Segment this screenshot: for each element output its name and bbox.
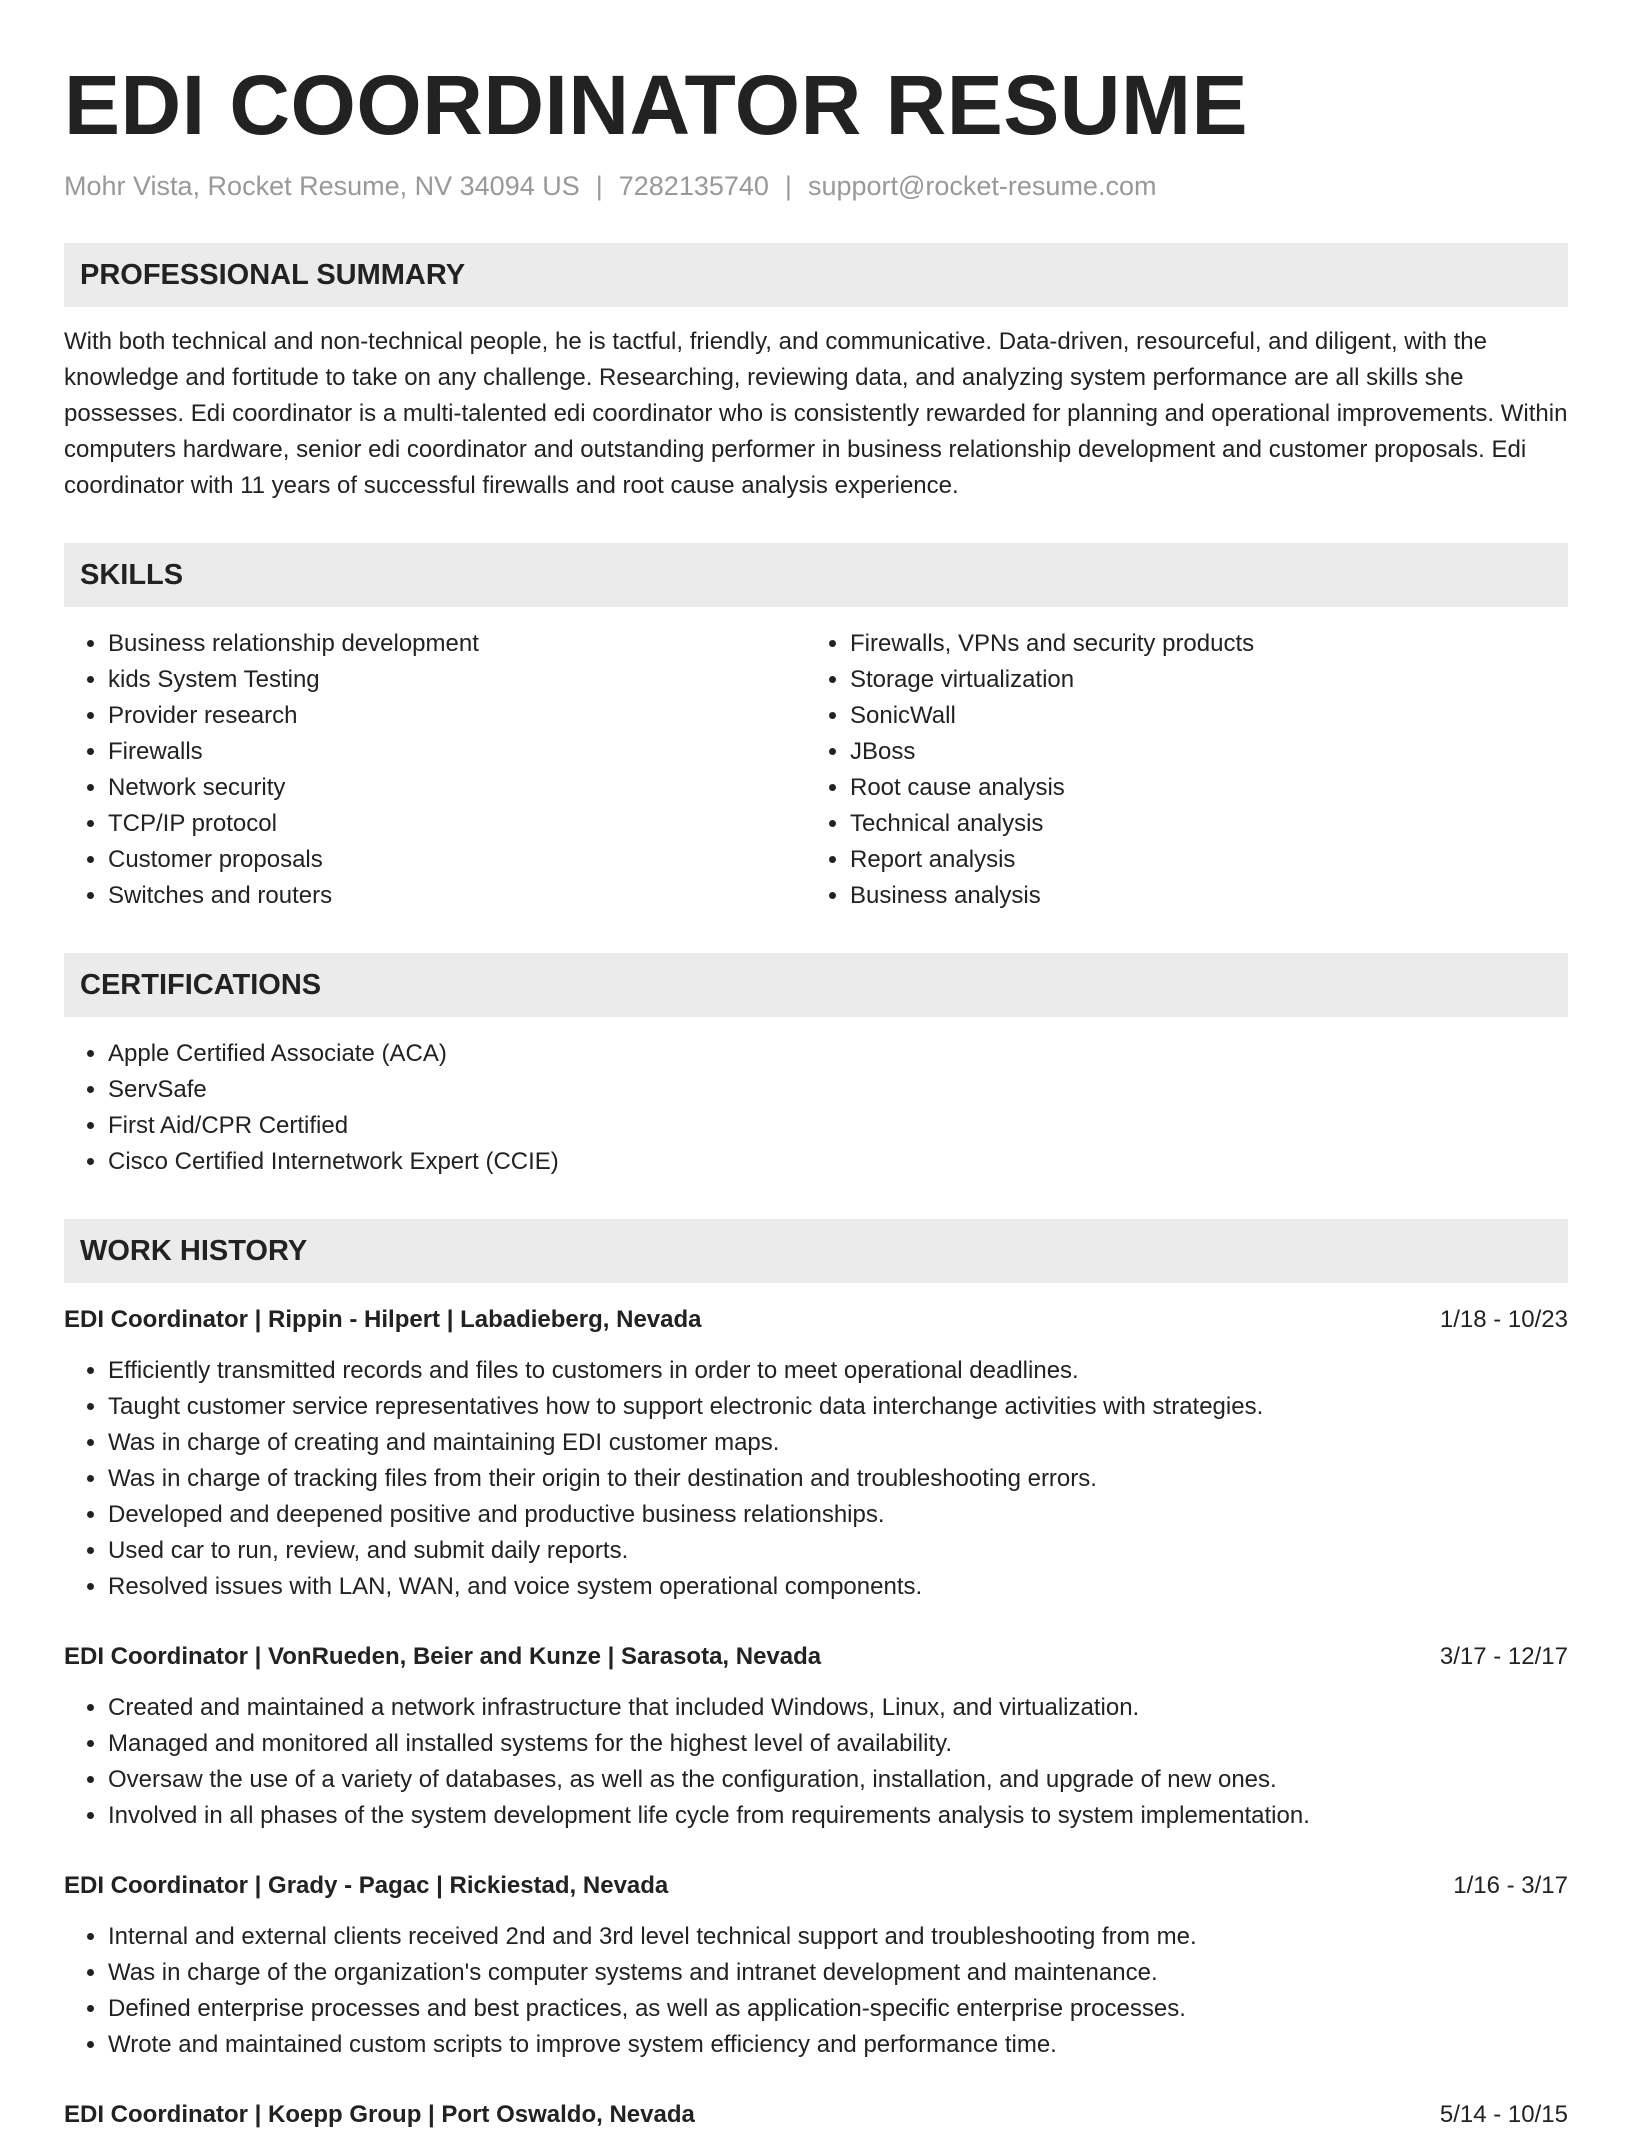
job-bullet: • Efficiently transmitted records and files to customers in order to meet operational deadlines. — [108, 1353, 1568, 1389]
resume-title: EDI COORDINATOR RESUME — [64, 58, 1248, 152]
skills-grid — [64, 607, 1568, 914]
resume-page — [64, 0, 1568, 2133]
certification-item: • ServSafe — [108, 1072, 1568, 1108]
job-bullet: • Created and maintained a network infrastructure that included Windows, Linux, and virtualization. — [108, 1690, 1568, 1726]
skill-item: • TCP/IP protocol — [108, 806, 806, 842]
skill-item: • Provider research — [108, 698, 806, 734]
section-heading: CERTIFICATIONS — [80, 968, 322, 1001]
certification-item: • Apple Certified Associate (ACA) — [108, 1036, 1568, 1072]
contact-separator: | — [595, 171, 603, 201]
certifications-list — [64, 1036, 1568, 1180]
job-header — [64, 1868, 1568, 1904]
job-bullet: • Oversaw the use of a variety of databases, as well as the configuration, installation, and upgrade of new ones. — [108, 1762, 1568, 1798]
job-bullet: • Internal and external clients received 2nd and 3rd level technical support and troubleshooting from me. — [108, 1919, 1568, 1955]
certification-item: • First Aid/CPR Certified — [108, 1108, 1568, 1144]
job-bullet: • Involved in all phases of the system development life cycle from requirements analysis to system implementation. — [108, 1798, 1568, 1834]
job-bullet: • Resolved issues with LAN, WAN, and voice system operational components. — [108, 1569, 1568, 1605]
job-bullet: • Was in charge of the organization's computer systems and intranet development and maintenance. — [108, 1955, 1568, 1991]
contact-line — [64, 168, 1568, 204]
phone-text: 7282135740 — [618, 171, 769, 201]
skill-item: • Technical analysis — [850, 806, 1548, 842]
job-header — [64, 1639, 1568, 1675]
job-bullet: • Defined enterprise processes and best practices, as well as application-specific enterprise processes. — [108, 1991, 1568, 2027]
skill-item: • SonicWall — [850, 698, 1548, 734]
job-bullets — [64, 1353, 1568, 1605]
skill-item: • Storage virtualization — [850, 662, 1548, 698]
job-dates: 1/18 - 10/23 — [1439, 1306, 1568, 1333]
job-entry — [64, 1302, 1568, 1605]
job-bullet: • Developed and deepened positive and productive business relationships. — [108, 1497, 1568, 1533]
skill-item: • Business analysis — [850, 878, 1548, 914]
skills-list-left — [64, 626, 806, 914]
job-title: EDI Coordinator | VonRueden, Beier and Kunze | Sarasota, Nevada — [64, 1643, 822, 1670]
section-header-work-history — [64, 1219, 1568, 1283]
job-bullets — [64, 1690, 1568, 1834]
section-heading: PROFESSIONAL SUMMARY — [80, 258, 466, 291]
job-header — [64, 1302, 1568, 1338]
job-bullet: • Wrote and maintained custom scripts to improve system efficiency and performance time. — [108, 2027, 1568, 2063]
section-heading: WORK HISTORY — [80, 1234, 308, 1267]
section-header-summary — [64, 243, 1568, 307]
job-entry — [64, 1639, 1568, 1834]
skills-list-right — [806, 626, 1548, 914]
skill-item: • Business relationship development — [108, 626, 806, 662]
skill-item: • kids System Testing — [108, 662, 806, 698]
email-link[interactable]: support@rocket-resume.com — [807, 171, 1157, 201]
skill-item: • JBoss — [850, 734, 1548, 770]
skill-item: • Network security — [108, 770, 806, 806]
job-title: EDI Coordinator | Rippin - Hilpert | Labadieberg, Nevada — [64, 1306, 702, 1333]
job-bullet: • Was in charge of tracking files from their origin to their destination and troubleshooting errors. — [108, 1461, 1568, 1497]
job-entry — [64, 1868, 1568, 2063]
job-entry — [64, 2097, 1568, 2133]
job-bullets — [64, 1919, 1568, 2063]
summary-paragraph: With both technical and non-technical people, he is tactful, friendly, and communicative. Data-driven, resourceful, and diligent, with the knowledge and fortitude to take on any challenge. Researching, reviewing data, and analyzing system performance are all skills she possesses. Edi coordinator is a multi-talented edi coordinator who is consistently rewarded for planning and operational improvements. Within computers hardware, senior edi coordinator and outstanding performer in business relationship development and customer proposals. Edi coordinator with 11 years of successful firewalls and root cause analysis experience. — [64, 328, 1568, 499]
skill-item: • Customer proposals — [108, 842, 806, 878]
job-title: EDI Coordinator | Koepp Group | Port Oswaldo, Nevada — [64, 2101, 695, 2128]
job-bullet: • Was in charge of creating and maintaining EDI customer maps. — [108, 1425, 1568, 1461]
skill-item: • Firewalls, VPNs and security products — [850, 626, 1548, 662]
section-heading: SKILLS — [80, 558, 184, 591]
job-dates: 3/17 - 12/17 — [1439, 1643, 1568, 1670]
job-bullet: • Taught customer service representatives how to support electronic data interchange activities with strategies. — [108, 1389, 1568, 1425]
job-dates: 5/14 - 10/15 — [1439, 2101, 1568, 2128]
skill-item: • Report analysis — [850, 842, 1548, 878]
contact-separator: | — [784, 171, 792, 201]
job-header — [64, 2097, 1568, 2133]
section-header-certifications — [64, 953, 1568, 1017]
skill-item: • Switches and routers — [108, 878, 806, 914]
job-title: EDI Coordinator | Grady - Pagac | Rickiestad, Nevada — [64, 1872, 669, 1899]
certification-item: • Cisco Certified Internetwork Expert (CCIE) — [108, 1144, 1568, 1180]
job-dates: 1/16 - 3/17 — [1453, 1872, 1568, 1899]
section-header-skills — [64, 543, 1568, 607]
job-bullet: • Used car to run, review, and submit daily reports. — [108, 1533, 1568, 1569]
address-text: Mohr Vista, Rocket Resume, NV 34094 US — [64, 171, 580, 201]
job-bullet: • Managed and monitored all installed systems for the highest level of availability. — [108, 1726, 1568, 1762]
skill-item: • Root cause analysis — [850, 770, 1548, 806]
skill-item: • Firewalls — [108, 734, 806, 770]
